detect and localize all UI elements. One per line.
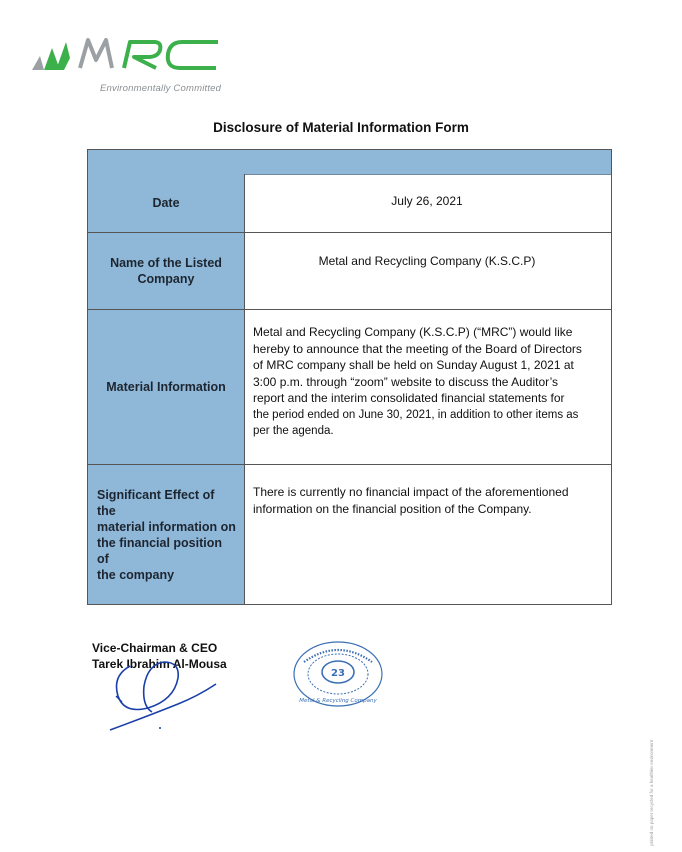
table-header-band: [88, 150, 611, 175]
table-row-material-information: [88, 310, 611, 465]
row-label-material-information: Material Information: [88, 310, 245, 464]
row-value-date: July 26, 2021: [391, 194, 463, 208]
table-row-company-name: [88, 233, 611, 310]
material-info-line: 3:00 p.m. through “zoom” website to discuss the Auditor’s: [253, 374, 559, 389]
form-title: Disclosure of Material Information Form: [213, 120, 469, 135]
row-value-significant-effect: [245, 465, 611, 604]
material-info-line: the period ended on June 30, 2021, in addition to other items as: [253, 408, 579, 421]
significant-effect-line: information on the financial position of the Company.: [253, 501, 532, 516]
signatory-title: Vice-Chairman & CEO: [92, 641, 218, 655]
row-value-material-information: [245, 310, 611, 464]
material-info-line: of MRC company shall be held on Sunday August 1, 2021 at: [253, 358, 574, 372]
row-label-date: Date: [88, 174, 245, 232]
mrc-logo-mark: [30, 28, 240, 78]
row-value-company-name: Metal and Recycling Company (K.S.C.P): [318, 254, 536, 268]
significant-effect-label-line: Significant Effect of the: [97, 488, 215, 518]
significant-effect-label-line: the financial position of: [97, 536, 223, 566]
table-row-date: [88, 174, 611, 233]
logo-tagline: Environmentally Committed: [100, 83, 222, 94]
table-row-significant-effect: [88, 465, 611, 604]
material-info-line: per the agenda.: [253, 425, 334, 437]
material-info-line: hereby to announce that the meeting of the Board of Directors: [253, 341, 582, 356]
row-label-company-name: Name of the Listed Company: [88, 233, 245, 309]
signatory-name: Tarek Ibrahim Al-Mousa: [92, 657, 227, 671]
svg-text:23: 23: [331, 668, 345, 679]
significant-effect-label-line: the company: [97, 568, 175, 582]
company-stamp: [292, 640, 384, 708]
company-logo: [30, 28, 240, 98]
handwritten-signature: [108, 656, 228, 736]
disclosure-table: [87, 149, 612, 605]
row-label-significant-effect: [88, 465, 245, 604]
material-info-line: Metal and Recycling Company (K.S.C.P) (“MRC”) would like: [253, 325, 573, 339]
significant-effect-label-line: material information on: [97, 520, 236, 534]
recycled-paper-note: printed on paper recycled for a healthier environment: [649, 740, 654, 846]
material-info-line: report and the interim consolidated financial statements for: [253, 391, 565, 405]
significant-effect-line: There is currently no financial impact of the aforementioned: [253, 485, 569, 499]
stamp-text: Metal & Recycling Company: [299, 698, 377, 704]
